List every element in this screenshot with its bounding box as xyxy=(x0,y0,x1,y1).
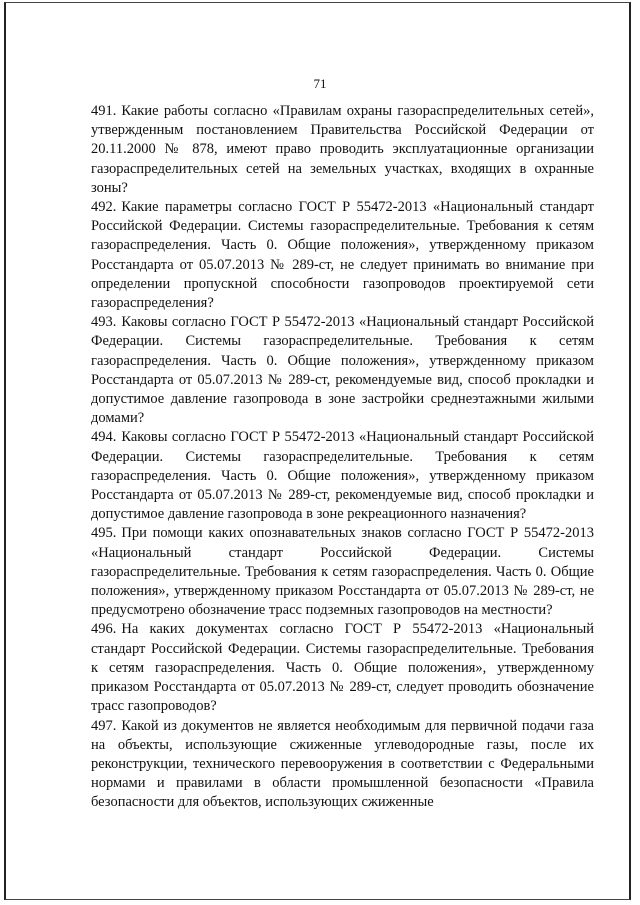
question-number: 492. xyxy=(91,199,117,216)
question-text: Каковы согласно ГОСТ Р 55472-2013 «Национальный стандарт Российской Федерации. Системы газораспределительные. Требования к сетям газораспределения. Часть 0. Общие положения», утвержденному приказом Росстандарта от 05.07.2013 № 289-ст, рекомендуемые вид, способ прокладки и допустимое давление газопровода в зоне рекреационного назначения? xyxy=(91,429,594,523)
question-number: 491. xyxy=(91,103,117,119)
question-number: 497. xyxy=(91,717,117,734)
question-number: 493. xyxy=(91,314,117,331)
question-495 xyxy=(91,524,594,620)
page-number: 71 xyxy=(313,76,327,91)
question-493 xyxy=(91,313,594,428)
question-text: Какой из документов не является необходимым для первичной подачи газа на объекты, использующие сжиженные углеводородные газы, после их реконструкции, технического перевооружения в соответствии с Федеральными нормами и правилами в области промышленной безопасности «Правила безопасности для объектов, использующих сжиженные xyxy=(91,717,594,811)
question-492 xyxy=(91,198,594,313)
question-number: 496. xyxy=(91,621,117,638)
question-text: При помощи каких опознавательных знаков согласно ГОСТ Р 55472-2013 «Национальный стандарт Российской Федерации. Системы газораспределительные. Требования к сетям газораспределения. Часть 0. Общие положения», утвержденному приказом Росстандарта от 05.07.2013 № 289-ст, не предусмотрено обозначение трасс подземных газопроводов на местности? xyxy=(91,525,594,619)
question-text: Какие параметры согласно ГОСТ Р 55472-2013 «Национальный стандарт Российской Федерации. Системы газораспределительные. Требования к сетям газораспределения. Часть 0. Общие положения», утвержденному приказом Росстандарта от 05.07.2013 № 289-ст, не следует принимать во внимание при определении пропускной способности газопроводов проектируемой сети газораспределения? xyxy=(91,199,594,312)
questions-list xyxy=(91,102,594,813)
question-494 xyxy=(91,428,594,524)
question-491 xyxy=(91,102,594,198)
question-number: 494. xyxy=(91,429,117,446)
question-text: На каких документах согласно ГОСТ Р 55472-2013 «Национальный стандарт Российской Федерации. Системы газораспределительные. Требования к сетям газораспределения. Часть 0. Общие положения», утвержденному приказом Росстандарта от 05.07.2013 № 289-ст, следует проводить обозначение трасс газопроводов? xyxy=(91,621,594,715)
question-text: Каковы согласно ГОСТ Р 55472-2013 «Национальный стандарт Российской Федерации. Системы газораспределительные. Требования к сетям газораспределения. Часть 0. Общие положения», утвержденному приказом Росстандарта от 05.07.2013 № 289-ст, рекомендуемые вид, способ прокладки и допустимое давление газопровода в зоне застройки среднеэтажными жилыми домами? xyxy=(91,314,594,427)
question-497 xyxy=(91,717,594,813)
question-text: Какие работы согласно «Правилам охраны газораспределительных сетей», утвержденным постановлением Правительства Российской Федерации от 20.11.2000 № 878, имеют право проводить эксплуатационные организации газораспределительных сетей на земельных участках, входящих в охранные зоны? xyxy=(91,103,594,196)
question-number: 495. xyxy=(91,525,117,542)
question-496 xyxy=(91,620,594,716)
